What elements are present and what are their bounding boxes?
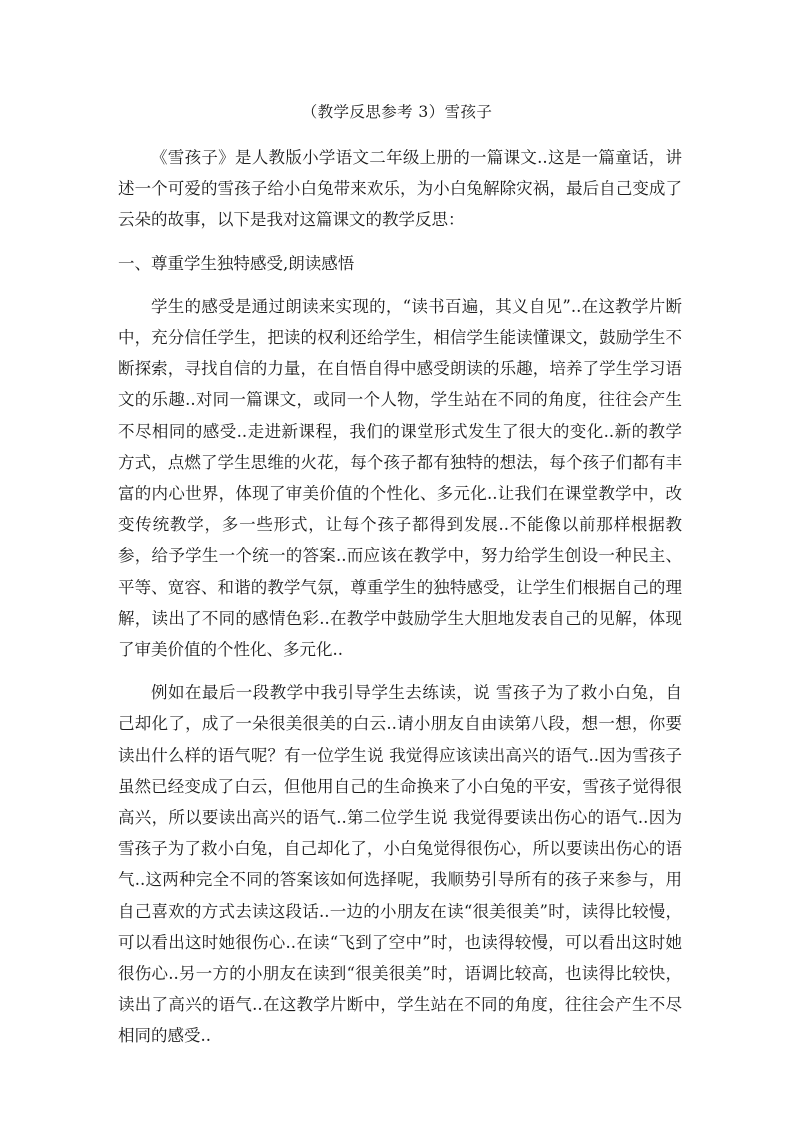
section-heading: 一、尊重学生独特感受,朗读感悟 [118,253,355,273]
body-paragraph-1: 学生的感受是通过朗读来实现的，“读书百遍，其义自见”..在这教学片断中，充分信任学生，把读的权利还给学生，相信学生能读懂课文，鼓励学生不断探索，寻找自信的力量，在自悟自得中感受朗读的乐趣，培养了学生学习语文的乐趣..对同一篇课文，或同一个人物，学生站在不同的角度，往往会产生不尽相同的感受..走进新课程，我们的课堂形式发生了很大的变化..新的教学方式，点燃了学生思维的火花，每个孩子都有独特的想法，每个孩子们都有丰富的内心世界，体现了审美价值的个性化、多元化..让我们在课堂教学中，改变传统教学，多一些形式，让每个孩子都得到发展..不能像以前那样根据教参，给予学生一个统一的答案..而应该在教学中，努力给学生创设一种民主、平等、宽容、和谐的教学气氛，尊重学生的独特感受，让学生们根据自己的理解，读出了不同的感情色彩..在教学中鼓励学生大胆地发表自己的见解，体现了审美价值的个性化、多元化.. [118,296,682,660]
document-title: （教学反思参考 3）雪孩子 [301,103,493,121]
body-paragraph-2: 例如在最后一段教学中我引导学生去练读，说 雪孩子为了救小白兔，自己却化了，成了一朵很美很美的白云..请小朋友自由读第八段，想一想，你要读出什么样的语气呢？有一位学生说 我觉得应该读出高兴的语气..因为雪孩子虽然已经变成了白云，但他用自己的生命换来了小白兔的平安，雪孩子觉得很高兴，所以要读出高兴的语气..第二位学生说 我觉得要读出伤心的语气..因为雪孩子为了救小白兔，自己却化了，小白兔觉得很伤心，所以要读出伤心的语气..这两种完全不同的答案该如何选择呢，我顺势引导所有的孩子来参与，用自己喜欢的方式去读这段话..一边的小朋友在读“很美很美”时，读得比较慢，可以看出这时她很伤心..在读“飞到了空中”时，也读得较慢，可以看出这时她很伤心..另一方的小朋友在读到“很美很美”时，语调比较高，也读得比较快，读出了高兴的语气..在这教学片断中，学生站在不同的角度，往往会产生不尽相同的感受.. [118,683,682,1046]
document-body [118,142,682,1052]
intro-paragraph: 《雪孩子》是人教版小学语文二年级上册的一篇课文..这是一篇童话，讲述一个可爱的雪孩子给小白兔带来欢乐，为小白兔解除灾祸，最后自己变成了云朵的故事，以下是我对这篇课文的教学反思： [118,148,682,230]
